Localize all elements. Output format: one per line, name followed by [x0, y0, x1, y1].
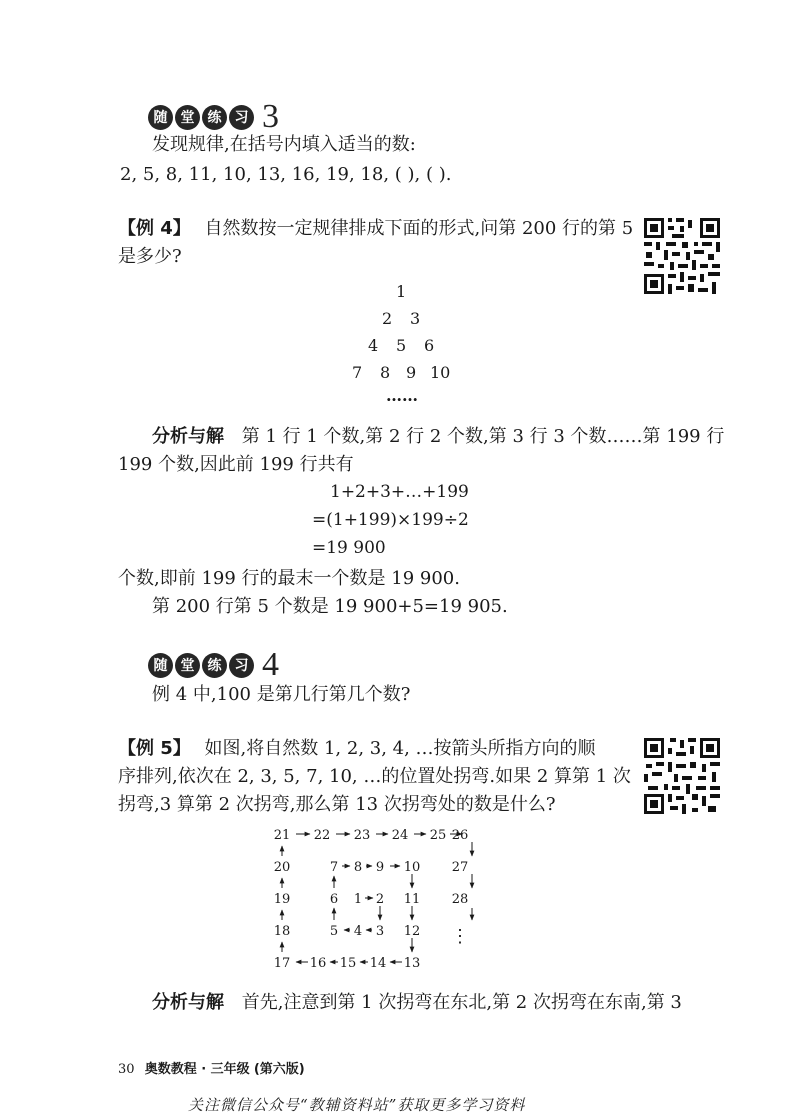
spiral-number: 3 [375, 924, 385, 939]
example-label: 【例 5】 [118, 738, 191, 759]
conclusion-line1: 个数,即前 199 行的最末一个数是 19 900. [118, 568, 460, 589]
spiral-number: 2 [375, 892, 385, 907]
spiral-number: 16 [309, 956, 327, 971]
badge-char: 习 [229, 653, 254, 678]
badge-char: 堂 [175, 105, 200, 130]
spiral-number: 8 [353, 860, 363, 875]
badge-char: 随 [148, 653, 173, 678]
badge-char: 练 [202, 105, 227, 130]
practice-number: 4 [262, 646, 279, 683]
spiral-number: 15 [339, 956, 357, 971]
analysis-label: 分析与解 [152, 992, 224, 1013]
number-spiral-diagram [262, 820, 502, 980]
practice-number: 3 [262, 98, 279, 135]
example-label: 【例 4】 [118, 218, 191, 239]
spiral-number: 7 [329, 860, 339, 875]
spiral-number: 10 [403, 860, 421, 875]
spiral-number: 5 [329, 924, 339, 939]
spiral-number: 26 [451, 828, 469, 843]
triangle-number: 7 [352, 363, 363, 382]
spiral-number: 1 [353, 892, 363, 907]
triangle-number: 4 [368, 336, 379, 355]
page-footer [118, 1058, 305, 1077]
badge-char: 习 [229, 105, 254, 130]
analysis-label: 分析与解 [152, 426, 224, 447]
spiral-number: 13 [403, 956, 421, 971]
spiral-number: 27 [451, 860, 469, 875]
triangle-number: 3 [410, 309, 421, 328]
equation-line: 1+2+3+…+199 [330, 482, 469, 502]
spiral-number: 21 [273, 828, 291, 843]
triangle-number: 5 [396, 336, 407, 355]
book-edition: (第六版) [253, 1062, 305, 1077]
analysis-4-line2: 199 个数,因此前 199 行共有 [118, 454, 354, 475]
practice-3-instruction: 发现规律,在括号内填入适当的数: [152, 134, 416, 155]
number-triangle [340, 282, 480, 405]
example-5-question-line2: 序排列,依次在 2, 3, 5, 7, 10, …的位置处拐弯.如果 2 算第 1 次 [118, 766, 631, 787]
qr-code-graphic [642, 736, 722, 816]
spiral-number: 12 [403, 924, 421, 939]
spiral-number: 9 [375, 860, 385, 875]
spiral-number: 19 [273, 892, 291, 907]
book-title: 奥数教程 · 三年级 [144, 1062, 250, 1077]
spiral-number: 22 [313, 828, 331, 843]
badge-char: 随 [148, 105, 173, 130]
watermark-text: 关注微信公众号“教辅资料站”获取更多学习资料 [188, 1096, 526, 1114]
triangle-number: 9 [406, 363, 417, 382]
qr-code-icon[interactable] [642, 216, 722, 296]
spiral-number: 14 [369, 956, 387, 971]
spiral-number: 28 [451, 892, 469, 907]
spiral-number: 24 [391, 828, 409, 843]
spiral-number: 20 [273, 860, 291, 875]
conclusion-line2: 第 200 行第 5 个数是 19 900+5=19 905. [152, 596, 508, 617]
question-text: 自然数按一定规律排成下面的形式,问第 200 行的第 5 [204, 218, 634, 239]
triangle-number: 2 [382, 309, 393, 328]
practice-4-badge [148, 648, 279, 682]
triangle-ellipsis: …… [386, 386, 418, 405]
practice-3-sequence: 2, 5, 8, 11, 10, 13, 16, 19, 18, ( ), ( ). [120, 164, 452, 185]
practice-3-badge [148, 100, 279, 134]
badge-char: 练 [202, 653, 227, 678]
triangle-number: 8 [380, 363, 391, 382]
analysis-text: 首先,注意到第 1 次拐弯在东北,第 2 次拐弯在东南,第 3 [241, 992, 682, 1013]
analysis-text: 第 1 行 1 个数,第 2 行 2 个数,第 3 行 3 个数……第 199 行 [241, 426, 725, 447]
badge-char: 堂 [175, 653, 200, 678]
example-5-question-line1 [118, 736, 596, 762]
equation-line: =(1+199)×199÷2 [312, 510, 469, 530]
analysis-4-line1 [152, 424, 724, 450]
example-4-question-line1 [118, 216, 633, 242]
question-text: 如图,将自然数 1, 2, 3, 4, …按箭头所指方向的顺 [204, 738, 596, 759]
example-5-question-line3: 拐弯,3 算第 2 次拐弯,那么第 13 次拐弯处的数是什么? [118, 794, 556, 815]
page-number: 30 [118, 1062, 135, 1077]
triangle-number: 1 [396, 282, 407, 301]
spiral-number: 6 [329, 892, 339, 907]
qr-code-graphic [642, 216, 722, 296]
spiral-number: 25 [429, 828, 447, 843]
analysis-5-line1 [152, 990, 682, 1016]
triangle-number: 10 [430, 363, 451, 382]
spiral-continuation-dots: ⋮ [451, 926, 469, 947]
triangle-number: 6 [424, 336, 435, 355]
example-4-question-line2: 是多少? [118, 246, 182, 267]
spiral-number: 23 [353, 828, 371, 843]
equation-line: =19 900 [312, 538, 386, 558]
spiral-number: 4 [353, 924, 363, 939]
spiral-number: 18 [273, 924, 291, 939]
spiral-number: 17 [273, 956, 291, 971]
spiral-number: 11 [403, 892, 421, 907]
qr-code-icon[interactable] [642, 736, 722, 816]
practice-4-question: 例 4 中,100 是第几行第几个数? [152, 684, 411, 705]
